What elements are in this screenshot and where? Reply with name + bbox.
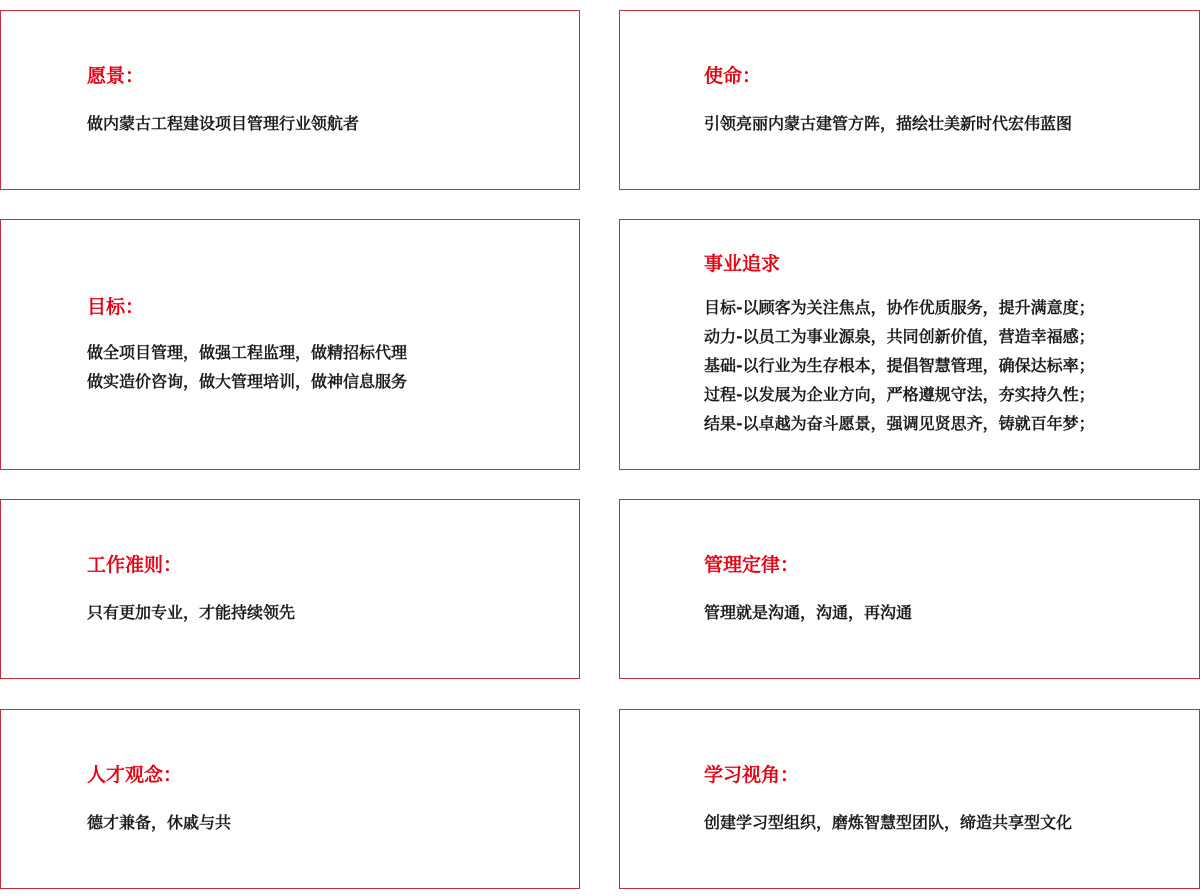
card-text: 管理就是沟通，沟通，再沟通 <box>704 602 913 622</box>
card-text: 做全项目管理，做强工程监理，做精招标代理 <box>87 342 408 362</box>
card-title: 人才观念： <box>87 763 183 786</box>
card-title: 使命： <box>704 64 762 87</box>
card-body <box>87 109 559 138</box>
card-text: 动力-以员工为事业源泉，共同创新价值，营造幸福感； <box>704 327 1095 346</box>
card-management-law <box>619 499 1200 679</box>
card-pursuit <box>619 219 1200 470</box>
card-work-principle <box>0 499 580 679</box>
card-body <box>87 808 559 837</box>
card-text: 结果-以卓越为奋斗愿景，强调见贤思齐，铸就百年梦； <box>704 414 1095 433</box>
card-title: 事业追求 <box>704 253 781 275</box>
card-title: 工作准则： <box>87 553 183 576</box>
card-body <box>704 598 1179 627</box>
card-text: 德才兼备，休戚与共 <box>87 812 232 832</box>
card-learning-perspective <box>619 709 1200 889</box>
card-text: 创建学习型组织，磨炼智慧型团队，缔造共享型文化 <box>704 812 1073 832</box>
card-text: 引领亮丽内蒙古建管方阵，描绘壮美新时代宏伟蓝图 <box>704 113 1073 133</box>
card-body <box>87 598 559 627</box>
card-title: 愿景： <box>87 64 145 87</box>
card-text: 过程-以发展为企业方向，严格遵规守法，夯实持久性； <box>704 385 1095 404</box>
card-vision <box>0 10 580 190</box>
card-talent-concept <box>0 709 580 889</box>
card-text: 基础-以行业为生存根本，提倡智慧管理，确保达标率； <box>704 356 1095 375</box>
card-goals <box>0 219 580 470</box>
card-body <box>87 338 559 396</box>
card-text: 只有更加专业，才能持续领先 <box>87 602 296 622</box>
card-title: 管理定律： <box>704 553 800 576</box>
card-text: 做实造价咨询，做大管理培训，做神信息服务 <box>87 371 408 391</box>
card-text: 做内蒙古工程建设项目管理行业领航者 <box>87 113 360 133</box>
card-mission <box>619 10 1200 190</box>
card-body <box>704 109 1179 138</box>
card-body <box>704 293 1179 438</box>
card-title: 学习视角： <box>704 763 800 786</box>
card-body <box>704 808 1179 837</box>
card-title: 目标： <box>87 295 145 318</box>
card-text: 目标-以顾客为关注焦点，协作优质服务，提升满意度； <box>704 298 1095 317</box>
